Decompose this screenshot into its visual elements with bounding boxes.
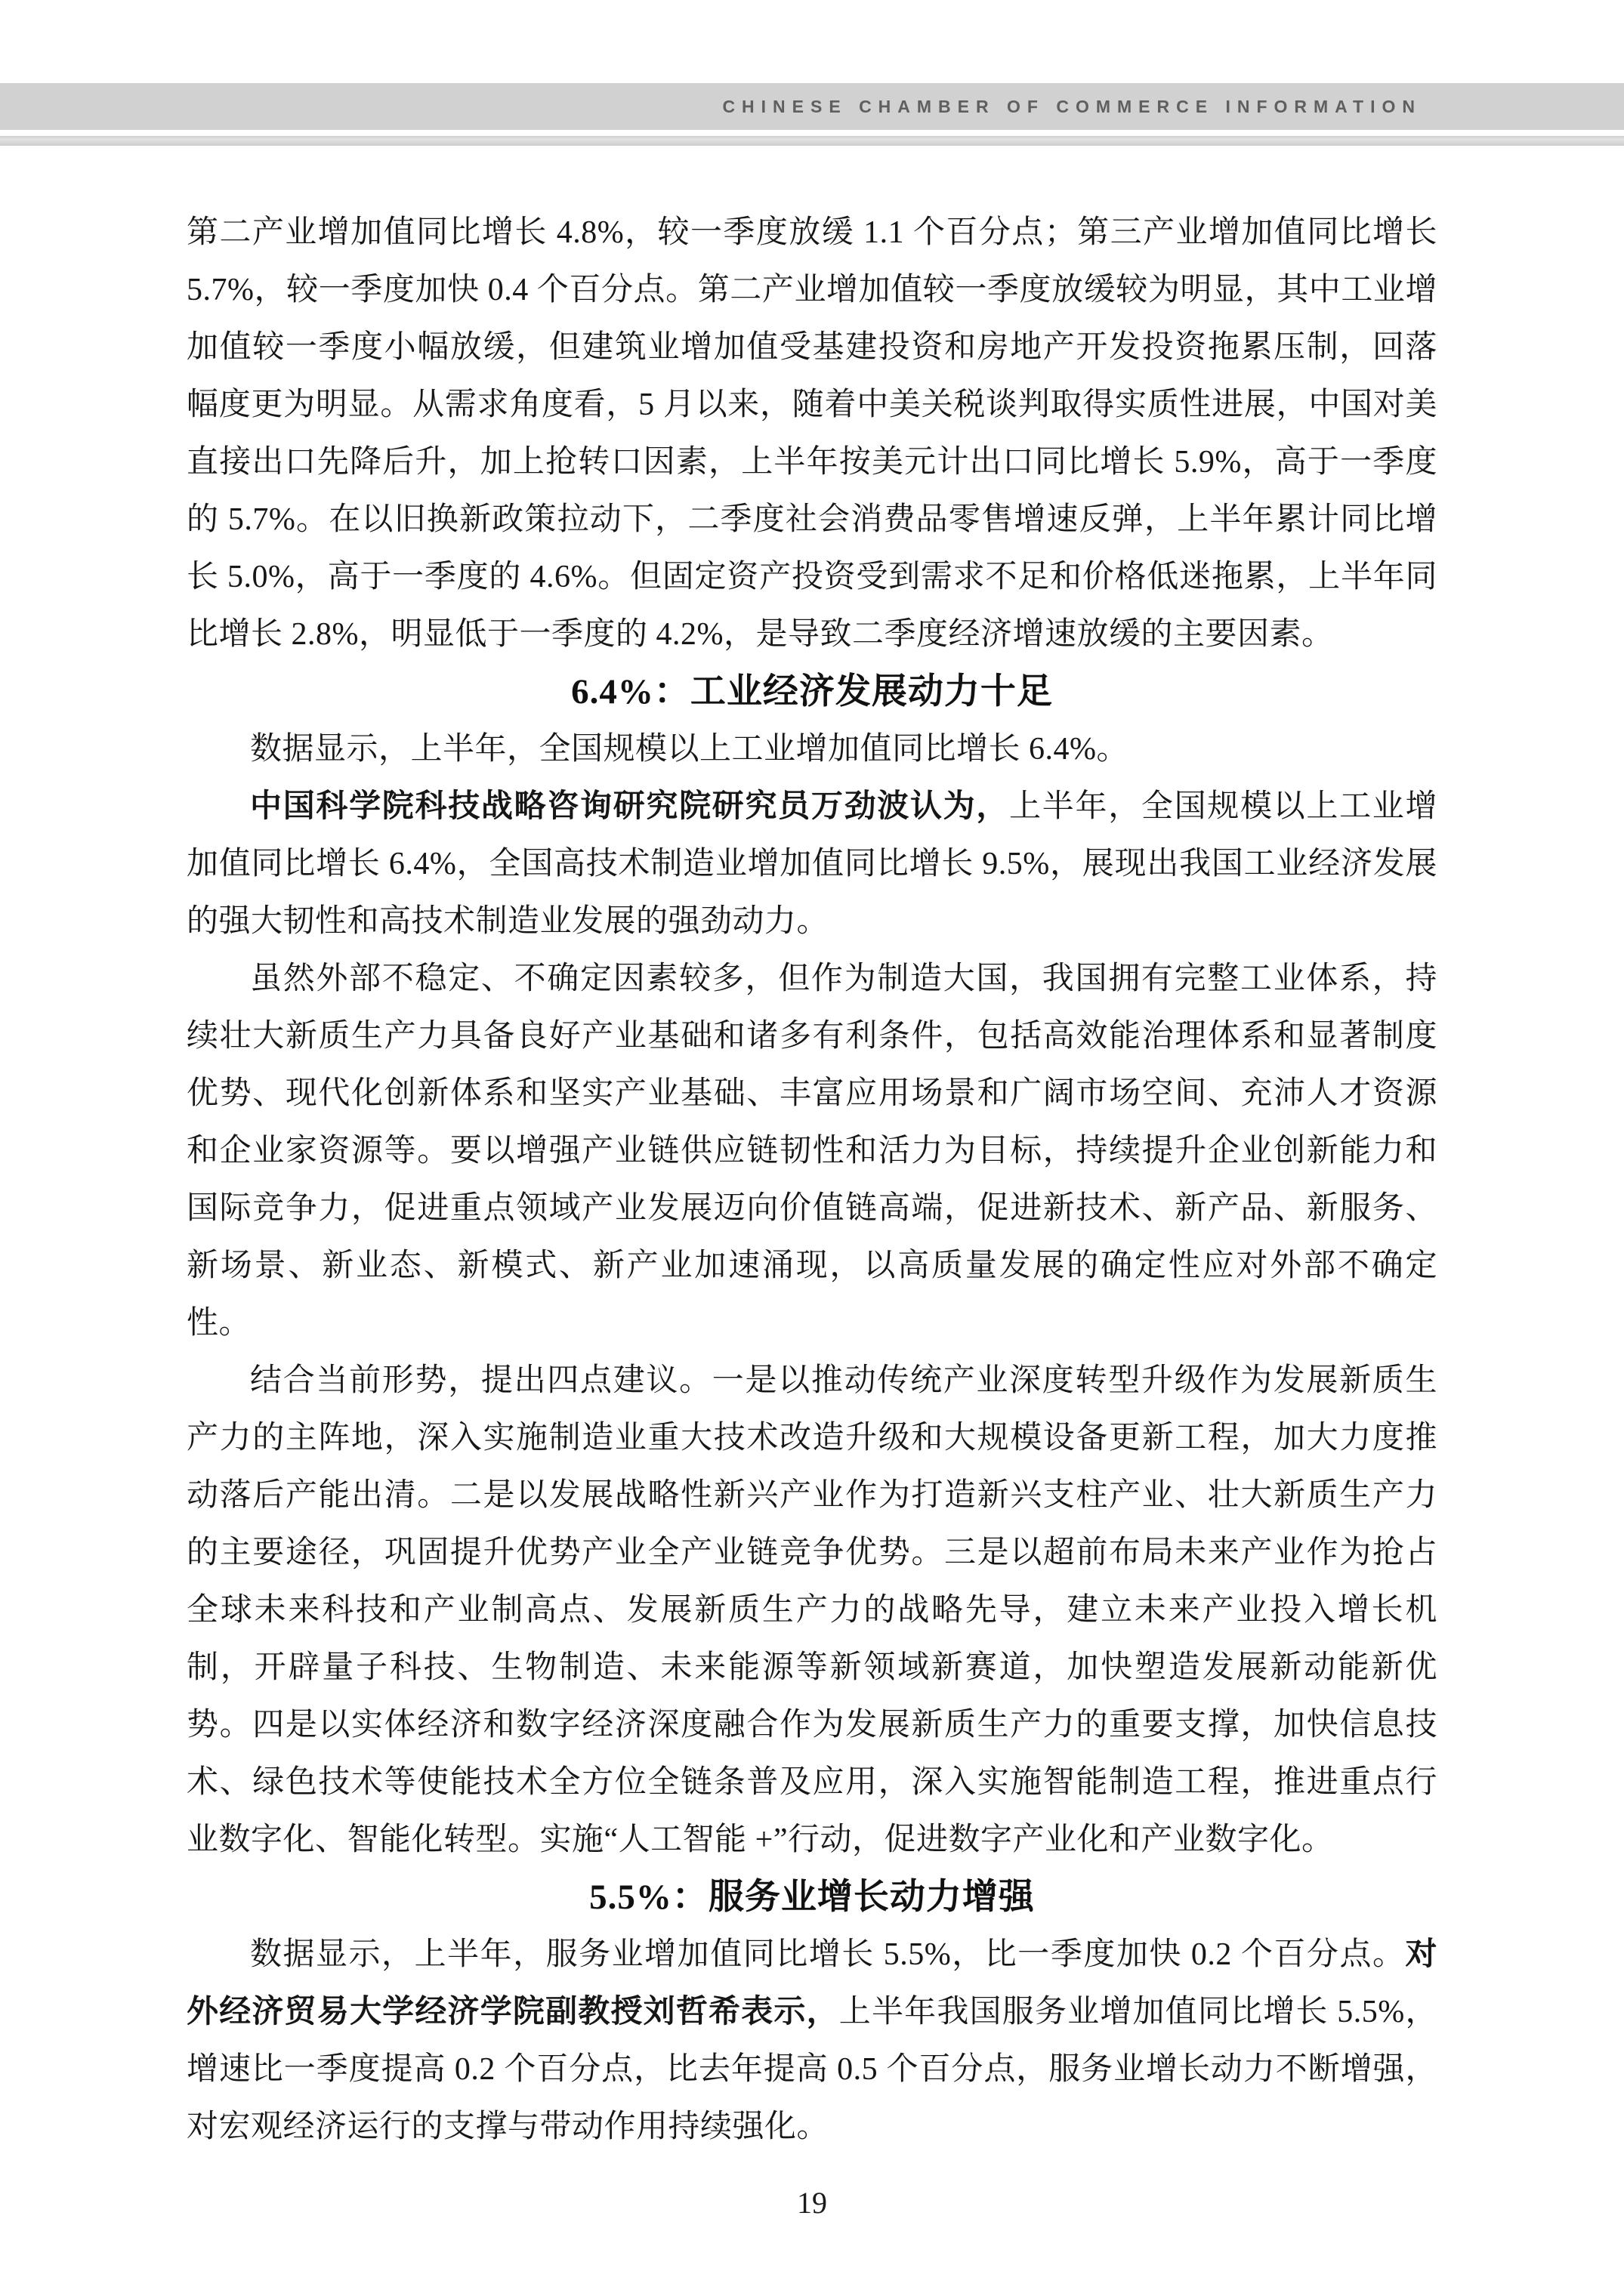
page-footer	[0, 2185, 1624, 2220]
section-heading-industry: 6.4%：工业经济发展动力十足	[571, 672, 1053, 711]
expert-statement-text: 上半年，全国规模以上工业增加值同比增长 6.4%，全国高技术制造业增加值同比增长 9.5%，展现出我国工业经济发展的强大韧性和高技术制造业发展的强劲动力。	[187, 789, 1437, 939]
expert-attribution-bold-liuzhexi: 对外经济贸易大学经济学院副教授刘哲希表示，	[187, 1937, 1437, 2029]
body-paragraph-data-industry: 数据显示，上半年，全国规模以上工业增加值同比增长 6.4%。	[250, 732, 1128, 767]
body-paragraph-services	[187, 1926, 1437, 2156]
header-band	[0, 83, 1624, 130]
services-statement-text: 上半年我国服务业增加值同比增长 5.5%，增速比一季度提高 0.2 个百分点，比去年提高 0.5 个百分点，服务业增长动力不断增强，对宏观经济运行的支撑与带动作用持续强化。	[187, 1995, 1437, 2144]
header-title: CHINESE CHAMBER OF COMMERCE INFORMATION	[722, 96, 1422, 116]
header-divider-strip	[0, 136, 1624, 146]
page-number: 19	[797, 2186, 827, 2220]
section-heading-services: 5.5%：服务业增长动力增强	[589, 1878, 1035, 1917]
body-paragraph-manufacturing-strength: 虽然外部不稳定、不确定因素较多，但作为制造大国，我国拥有完整工业体系，持续壮大新质生产力具备良好产业基础和诸多有利条件，包括高效能治理体系和显著制度优势、现代化创新体系和坚实产业基础、丰富应用场景和广阔市场空间、充沛人才资源和企业家资源等。要以增强产业链供应链韧性和活力为目标，持续提升企业创新能力和国际竞争力，促进重点领域产业发展迈向价值链高端，促进新技术、新产品、新服务、新场景、新业态、新模式、新产业加速涌现，以高质量发展的确定性应对外部不确定性。	[187, 961, 1437, 1341]
services-data-text: 数据显示，上半年，服务业增加值同比增长 5.5%，比一季度加快 0.2 个百分点。	[250, 1937, 1406, 1972]
body-content	[187, 204, 1437, 2156]
body-paragraph-continuation: 第二产业增加值同比增长 4.8%，较一季度放缓 1.1 个百分点；第三产业增加值同比增长 5.7%，较一季度加快 0.4 个百分点。第二产业增加值较一季度放缓较为明显，其中工业增加值较一季度小幅放缓，但建筑业增加值受基建投资和房地产开发投资拖累压制，回落幅度更为明显。从需求角度看，5 月以来，随着中美关税谈判取得实质性进展，中国对美直接出口先降后升，加上抢转口因素，上半年按美元计出口同比增长 5.9%，高于一季度的 5.7%。在以旧换新政策拉动下，二季度社会消费品零售增速反弹，上半年累计同比增长 5.0%，高于一季度的 4.6%。但固定资产投资受到需求不足和价格低迷拖累，上半年同比增长 2.8%，明显低于一季度的 4.2%，是导致二季度经济增速放缓的主要因素。	[187, 215, 1437, 652]
body-paragraph-expert-wanjinbo	[187, 778, 1437, 950]
expert-attribution-bold: 中国科学院科技战略咨询研究院研究员万劲波认为，	[250, 789, 1010, 824]
body-paragraph-four-suggestions: 结合当前形势，提出四点建议。一是以推动传统产业深度转型升级作为发展新质生产力的主阵地，深入实施制造业重大技术改造升级和大规模设备更新工程，加大力度推动落后产能出清。二是以发展战略性新兴产业作为打造新兴支柱产业、壮大新质生产力的主要途径，巩固提升优势产业全产业链竞争优势。三是以超前布局未来产业作为抢占全球未来科技和产业制高点、发展新质生产力的战略先导，建立未来产业投入增长机制，开辟量子科技、生物制造、未来能源等新领域新赛道，加快塑造发展新动能新优势。四是以实体经济和数字经济深度融合作为发展新质生产力的重要支撑，加快信息技术、绿色技术等使能技术全方位全链条普及应用，深入实施智能制造工程，推进重点行业数字化、智能化转型。实施“人工智能 +”行动，促进数字产业化和产业数字化。	[187, 1363, 1437, 1857]
